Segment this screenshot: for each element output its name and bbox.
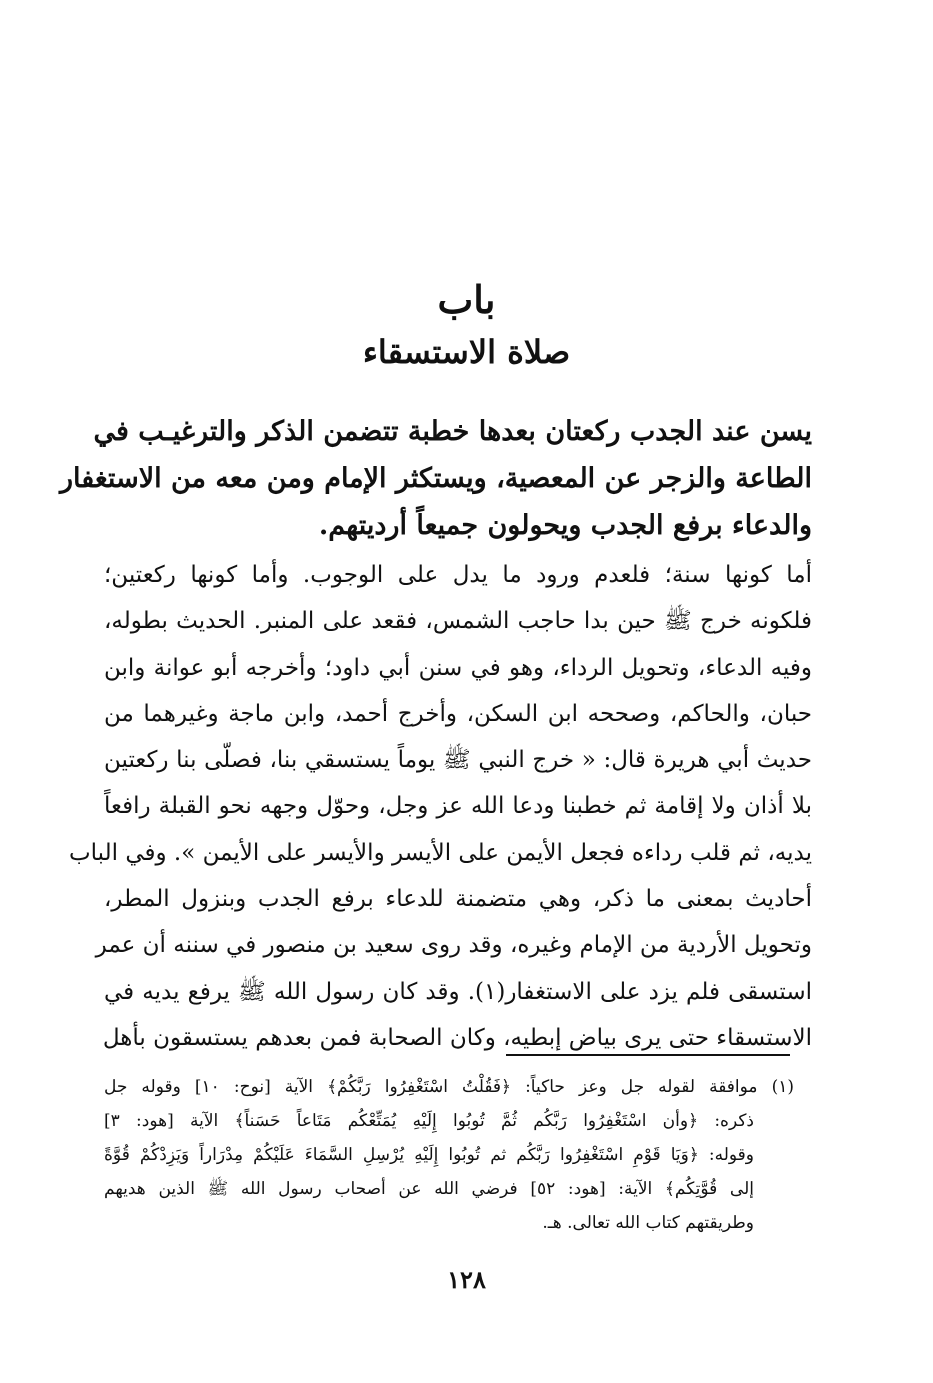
main-text-bold (59, 408, 812, 549)
chapter-title: صلاة الاستسقاء (362, 333, 571, 371)
commentary-line: فلكونه خرج ﷺ حين بدا حاجب الشمس، فقعد على المنبر. الحديث بطوله، (104, 608, 812, 635)
footnote-line: إلى قُوَّتِكُم﴾ الآية: [هود: ٥٢] فرضي الله عن أصحاب رسول الله ﷺ الذين هديهم (104, 1179, 754, 1199)
footnote-separator (506, 1054, 790, 1056)
commentary-line: حبان، والحاكم، وصححه ابن السكن، وأخرج أحمد، وابن ماجة وغيرهما من (104, 700, 812, 727)
commentary-line: استسقى فلم يزد على الاستغفار(١). وقد كان رسول الله ﷺ يرفع يديه في (104, 978, 813, 1005)
commentary-line: أما كونها سنة؛ فلعدم ورود ما يدل على الوجوب. وأما كونها ركعتين؛ (104, 562, 812, 588)
commentary-line: يديه، ثم قلب رداءه فجعل الأيمن على الأيسر والأيسر على الأيمن ». وفي الباب (69, 839, 812, 866)
main-text-line: يسن عند الجدب ركعتان بعدها خطبة تتضمن الذكر والترغيـب في (93, 416, 812, 447)
footnote-line: وقوله: ﴿وَيَا قَوْمِ اسْتَغْفِرُوا رَبَّكُم ثم تُوبُوا إِلَيْهِ يُرْسِلِ السَّمَاءَ عَلَيْكُمْ مِدْرَاراً وَيَزِدْكُمْ قُوَّةً (104, 1145, 754, 1165)
commentary-line: بلا أذان ولا إقامة ثم خطبنا ودعا الله عز وجل، وحوّل وجهه نحو القبلة رافعاً (104, 793, 812, 820)
main-text-line: والدعاء برفع الجدب ويحولون جميعاً أرديتهم. (318, 510, 812, 541)
commentary-line: الاستسقاء حتى يرى بياض إبطيه، وكان الصحابة فمن بعدهم يستسقون بأهل (102, 1024, 812, 1051)
page-number: ١٢٨ (447, 1265, 486, 1294)
footnote-line: (١) موافقة لقوله جل وعز حاكياً: ﴿فَقُلْتُ اسْتَغْفِرُوا رَبَّكُمْ﴾ الآية [نوح: ١٠] وقوله جل (104, 1077, 794, 1097)
commentary-line: أحاديث بمعنى ما ذكر، وهي متضمنة للدعاء برفع الجدب وبنزول المطر، (104, 886, 812, 913)
commentary-line: وتحويل الأردية من الإمام وغيره، وقد روى سعيد بن منصور في سننه أن عمر (95, 932, 812, 959)
commentary-line: حديث أبي هريرة قال: « خرج النبي ﷺ يوماً يستسقي بنا، فصلّى بنا ركعتين (104, 747, 812, 774)
chapter-heading: باب (437, 277, 496, 322)
footnotes (104, 1070, 794, 1240)
footnote-line: ذكره: ﴿وأن اسْتَغْفِرُوا رَبَّكُم ثُمَّ تُوبُوا إِلَيْهِ يُمَتِّعْكُم مَتَاعاً حَسَناً﴾ الآية [هود: ٣] (104, 1111, 754, 1131)
main-text-line: الطاعة والزجر عن المعصية، ويستكثر الإمام ومن معه من الاستغفار (59, 463, 812, 494)
footnote-line: وطريقتهم كتاب الله تعالى. هـ. (542, 1213, 754, 1233)
commentary-text (69, 552, 813, 1061)
commentary-line: وفيه الدعاء، وتحويل الرداء، وهو في سنن أبي داود؛ وأخرجه أبو عوانة وابن (104, 654, 812, 681)
